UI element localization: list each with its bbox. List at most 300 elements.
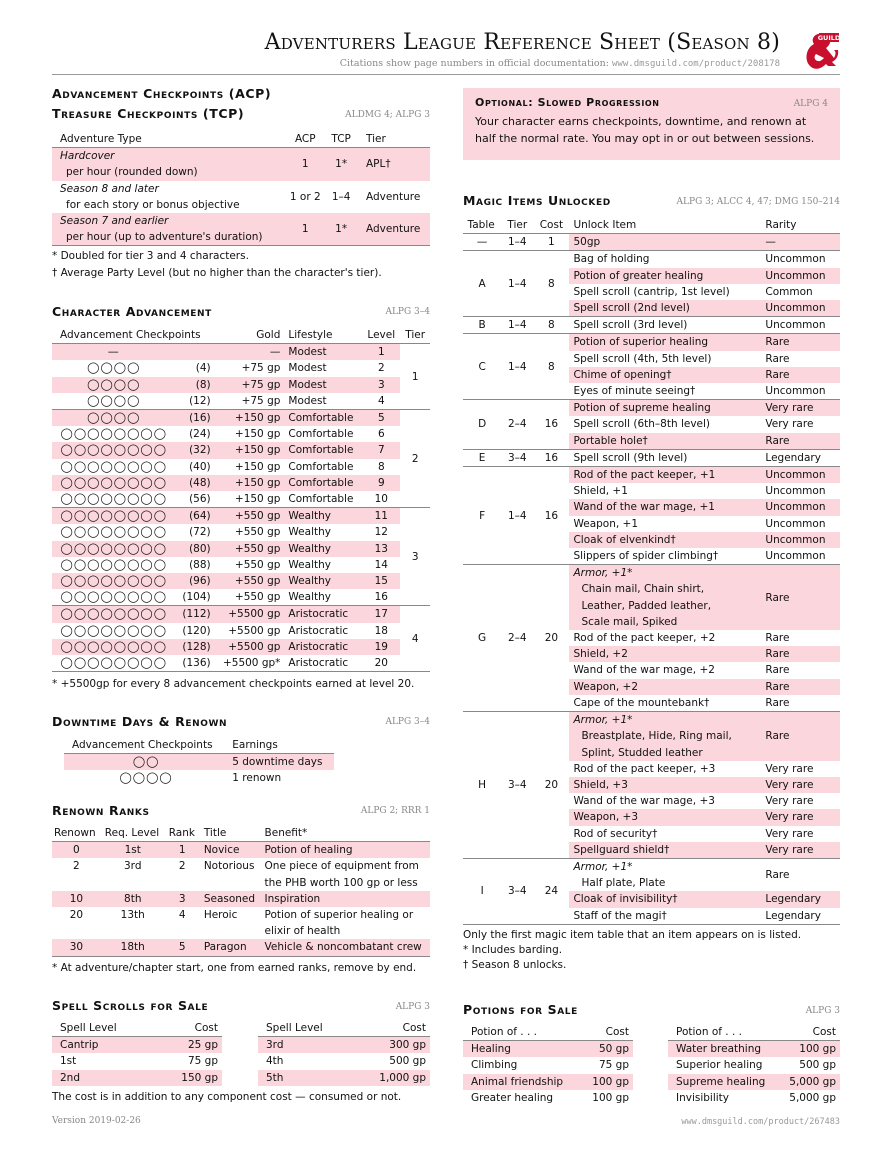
potion-name: Supreme healing <box>676 1075 766 1088</box>
magic-item-rarity: Common <box>765 285 813 298</box>
acp-row-acp: 1 or 2 <box>289 190 321 203</box>
magic-group-cost: 24 <box>544 885 559 898</box>
scroll-cost: 1,000 gp <box>379 1071 426 1084</box>
magic-item-rarity: Uncommon <box>765 550 826 563</box>
footer-url-link[interactable]: www.dmsguild.com/product/267483 <box>681 1117 840 1127</box>
renown-header-benefit: Benefit* <box>264 827 308 839</box>
potion-name: Greater healing <box>471 1091 554 1104</box>
magic-item-rarity: Very rare <box>765 827 814 840</box>
char-adv-row <box>52 491 430 508</box>
header-rule <box>52 74 840 75</box>
acp-row-acp: 1 <box>301 223 309 236</box>
magic-item-row <box>463 467 840 484</box>
downtime-header-acp: Advancement Checkpoints <box>72 739 213 751</box>
acp-row-tier: APL† <box>366 158 391 171</box>
acp-header-tier: Tier <box>366 133 386 145</box>
renown-row-rank: 4 <box>178 909 186 922</box>
potion-name: Water breathing <box>676 1043 762 1056</box>
magic-group-cost: 8 <box>548 277 555 290</box>
magic-item-name: Cape of the mountebank† <box>573 696 710 709</box>
magic-group-table: G <box>478 632 487 645</box>
magic-item-rarity: Uncommon <box>761 499 840 515</box>
char-adv-row-circles: ◯◯◯◯ <box>87 411 141 425</box>
renown-row-rank: 3 <box>178 892 186 905</box>
acp-table <box>52 131 430 246</box>
magic-item-rarity: Very rare <box>761 777 840 793</box>
magic-title: Magic Items Unlocked <box>463 193 611 208</box>
magic-item-name: Shield, +2 <box>569 646 761 662</box>
optional-text: Your character earns checkpoints, downtime, and renown at half the normal rate. You may opt in or out between sessions. <box>475 115 815 145</box>
scrolls-header-level: Spell Level <box>266 1022 323 1034</box>
potions-header-cost: Cost <box>605 1026 629 1038</box>
char-adv-row-circles: ◯◯◯◯◯◯◯◯ <box>60 475 167 489</box>
magic-item-name: Spellguard shield† <box>569 842 761 859</box>
potions-table-right <box>668 1024 840 1106</box>
char-adv-row-gold: +150 gp <box>234 476 281 489</box>
magic-group-table: A <box>478 277 486 290</box>
renown-note: * At adventure/chapter start, one from earned ranks, remove by end. <box>52 962 417 974</box>
char-adv-row-gold: — <box>269 346 281 359</box>
magic-item-name: Eyes of minute seeing† <box>573 385 696 398</box>
char-adv-tier: 2 <box>400 410 430 508</box>
magic-item-rarity: Very rare <box>761 842 840 859</box>
magic-item-name: Shield, +3 <box>569 777 761 793</box>
scroll-row <box>52 1053 222 1069</box>
scrolls-cite: ALPG 3 <box>395 1002 430 1012</box>
acp-row-tcp: 1–4 <box>331 190 351 203</box>
magic-group-cost: 16 <box>544 451 559 464</box>
char-adv-row-gold: +150 gp <box>234 493 281 506</box>
char-adv-row-gold: +550 gp <box>234 510 281 523</box>
scrolls-header-cost: Cost <box>402 1022 426 1034</box>
char-adv-row-circles: ◯◯◯◯◯◯◯◯ <box>60 590 167 604</box>
scrolls-table-right <box>258 1020 430 1086</box>
scroll-level: 5th <box>266 1071 284 1084</box>
magic-item-rarity: Uncommon <box>765 385 826 398</box>
char-adv-row-circles: ◯◯◯◯◯◯◯◯ <box>60 656 167 670</box>
potion-row <box>463 1057 633 1073</box>
char-adv-row-lifestyle: Wealthy <box>288 558 331 571</box>
potion-name: Superior healing <box>676 1059 763 1072</box>
scroll-cost: 150 gp <box>181 1071 218 1084</box>
magic-cite: ALPG 3; ALCC 4, 47; DMG 150–214 <box>676 197 840 207</box>
magic-item-rarity: Legendary <box>765 451 821 464</box>
magic-group-tier: 3–4 <box>507 778 527 791</box>
char-adv-row <box>52 344 430 361</box>
char-adv-row-circles: ◯◯◯◯◯◯◯◯ <box>60 427 167 441</box>
scroll-level: Cantrip <box>60 1039 99 1052</box>
scroll-cost: 300 gp <box>389 1039 426 1052</box>
renown-row-benefit: One piece of equipment from <box>264 860 419 873</box>
char-adv-header-acp: Advancement Checkpoints <box>60 329 201 341</box>
potions-header-name: Potion of . . . <box>676 1026 742 1038</box>
magic-item-sublabel: Scale mail, Spiked <box>581 615 678 628</box>
magic-item-rarity: Very rare <box>765 795 814 808</box>
magic-group-tier: 1–4 <box>507 277 527 290</box>
dnd-ampersand-logo <box>802 30 840 70</box>
magic-header-tier: Tier <box>507 219 528 231</box>
char-adv-row-gold: +150 gp <box>234 412 281 425</box>
char-adv-row-circles: ◯◯◯◯◯◯◯◯ <box>60 623 167 637</box>
char-adv-row-gold: +75 gp <box>241 378 281 391</box>
magic-item-rarity: Uncommon <box>765 517 826 530</box>
char-adv-row-count: (56) <box>189 493 211 506</box>
char-adv-row-level: 11 <box>374 510 388 523</box>
scroll-level: 2nd <box>60 1071 81 1084</box>
char-adv-row-count: (96) <box>189 575 211 588</box>
magic-group-cost: 20 <box>544 778 559 791</box>
magic-item-name: Chime of opening† <box>569 367 761 383</box>
acp-row-sublabel: for each story or bonus objective <box>66 198 240 211</box>
char-adv-row-lifestyle: Comfortable <box>288 444 354 457</box>
magic-group-tier: 1–4 <box>507 319 527 332</box>
potions-title: Potions for Sale <box>463 1002 578 1017</box>
char-adv-tier: 3 <box>400 508 430 606</box>
optional-cite: ALPG 4 <box>793 99 828 109</box>
char-adv-row-circles: ◯◯◯◯ <box>87 393 141 407</box>
potion-row <box>668 1090 840 1106</box>
magic-item-rarity: Rare <box>765 352 790 365</box>
magic-item-row <box>463 400 840 417</box>
scroll-level: 1st <box>60 1055 77 1068</box>
renown-row <box>52 907 430 939</box>
magic-group-tier: 2–4 <box>507 418 527 431</box>
potions-header-row <box>463 1024 633 1041</box>
renown-row-rank: 1 <box>178 844 186 857</box>
char-adv-header-level: Level <box>367 329 396 341</box>
magic-item-sublabel: Breastplate, Hide, Ring mail, <box>581 730 732 743</box>
renown-row-title: Notorious <box>203 860 255 873</box>
char-adv-row-level: 6 <box>377 428 385 441</box>
char-adv-row-lifestyle: Modest <box>288 378 327 391</box>
char-adv-row-gold: +5500 gp* <box>222 657 281 670</box>
renown-row <box>52 842 430 859</box>
magic-group-table: H <box>478 778 487 791</box>
char-adv-row <box>52 426 430 442</box>
potion-cost: 5,000 gp <box>789 1091 836 1104</box>
char-adv-table <box>52 327 430 672</box>
magic-item-rarity: Uncommon <box>765 253 826 266</box>
renown-row-title: Heroic <box>203 909 238 922</box>
magic-item-name: Rod of the pact keeper, +1 <box>569 467 761 484</box>
char-adv-row-gold: +5500 gp <box>228 608 281 621</box>
magic-item-name: Spell scroll (2nd level) <box>569 300 761 317</box>
magic-item-name: Spell scroll (4th, 5th level) <box>573 352 712 365</box>
scrolls-title: Spell Scrolls for Sale <box>52 998 209 1013</box>
char-adv-row-gold: +150 gp <box>234 444 281 457</box>
char-adv-row-gold: +75 gp <box>241 394 281 407</box>
subtitle-url-link[interactable]: www.dmsguild.com/product/208178 <box>612 59 780 69</box>
char-adv-row-circles: ◯◯◯◯ <box>87 377 141 391</box>
magic-item-rarity: Rare <box>761 679 840 695</box>
acp-row-label: Hardcover <box>60 150 115 163</box>
char-adv-row-count: (8) <box>195 378 211 391</box>
downtime-table <box>64 737 334 787</box>
magic-item-rarity: Rare <box>765 696 790 709</box>
char-adv-row-gold: +550 gp <box>234 558 281 571</box>
char-adv-row-lifestyle: Modest <box>288 346 327 359</box>
magic-group-cost: 8 <box>548 319 555 332</box>
magic-item-rarity: Very rare <box>765 418 814 431</box>
renown-row-renown: 30 <box>69 941 84 954</box>
renown-row-renown: 2 <box>73 860 80 873</box>
potion-cost: 100 gp <box>799 1043 836 1056</box>
char-adv-row-level: 17 <box>374 608 388 621</box>
char-adv-row-lifestyle: Modest <box>288 362 327 375</box>
downtime-title: Downtime Days & Renown <box>52 714 228 729</box>
renown-row-benefit-cont: elixir of health <box>264 925 341 938</box>
char-adv-row-lifestyle: Aristocratic <box>288 608 349 621</box>
magic-item-sublabel: Half plate, Plate <box>581 877 666 890</box>
magic-item-rarity: Uncommon <box>761 467 840 484</box>
potions-header-row <box>668 1024 840 1041</box>
char-adv-row-lifestyle: Comfortable <box>288 460 354 473</box>
optional-slowed-progression-box <box>463 88 840 160</box>
char-adv-tier: 1 <box>400 344 430 410</box>
renown-row <box>52 939 430 956</box>
char-adv-row-gold: +550 gp <box>234 591 281 604</box>
char-adv-row-level: 13 <box>374 542 388 555</box>
magic-item-rarity: Rare <box>761 565 840 630</box>
page-title: Adventurers League Reference Sheet (Season 8) <box>264 30 780 55</box>
magic-item-name: Wand of the war mage, +1 <box>569 499 761 515</box>
magic-item-name: Spell scroll (9th level) <box>573 451 688 464</box>
acp-note-1: * Doubled for tier 3 and 4 characters. <box>52 250 249 262</box>
magic-group-cost: 1 <box>548 236 555 249</box>
char-adv-row-level: 9 <box>377 476 385 489</box>
magic-group-table: D <box>478 418 487 431</box>
scrolls-table-left <box>52 1020 222 1086</box>
renown-cite: ALPG 2; RRR 1 <box>360 806 430 816</box>
char-adv-row <box>52 475 430 491</box>
char-adv-row-level: 18 <box>374 624 388 637</box>
magic-group-cost: 8 <box>548 360 555 373</box>
magic-item-row <box>463 712 840 761</box>
renown-row-benefit: Potion of superior healing or <box>264 909 414 922</box>
char-adv-row <box>52 377 430 393</box>
acp-title-line2: Treasure Checkpoints (TCP) <box>52 106 245 121</box>
char-adv-title: Character Advancement <box>52 304 212 319</box>
magic-item-rarity: Rare <box>765 632 790 645</box>
char-adv-row-circles: ◯◯◯◯◯◯◯◯ <box>60 574 167 588</box>
optional-title: Optional: Slowed Progression <box>475 96 660 109</box>
magic-item-name: Spell scroll (6th–8th level) <box>573 418 711 431</box>
magic-item-row <box>463 251 840 268</box>
potion-row <box>463 1041 633 1058</box>
char-adv-header-gold: Gold <box>256 329 281 341</box>
magic-item-name: Wand of the war mage, +2 <box>573 664 715 677</box>
scroll-row <box>258 1053 430 1069</box>
acp-row-label: Season 8 and later <box>60 182 159 195</box>
acp-row-season7 <box>52 213 430 246</box>
char-adv-row <box>52 459 430 475</box>
renown-row-rank: 2 <box>178 860 186 873</box>
char-adv-row <box>52 360 430 376</box>
scroll-cost: 75 gp <box>187 1055 218 1068</box>
magic-item-name: Wand of the war mage, +3 <box>573 795 715 808</box>
magic-group-tier: 3–4 <box>507 451 527 464</box>
acp-header-acp: ACP <box>294 133 316 145</box>
acp-row-season8 <box>52 181 430 213</box>
acp-row-sublabel: per hour (up to adventure's duration) <box>66 231 263 244</box>
magic-item-rarity: Rare <box>765 664 790 677</box>
downtime-header-row <box>64 737 334 754</box>
magic-item-rarity: — <box>761 234 840 251</box>
acp-row-tier: Adventure <box>366 190 421 203</box>
magic-group-table: I <box>480 885 484 898</box>
char-adv-row-circles: ◯◯◯◯◯◯◯◯ <box>60 492 167 506</box>
char-adv-row-count: (128) <box>182 640 211 653</box>
char-adv-row <box>52 557 430 573</box>
char-adv-row-gold: +5500 gp <box>228 640 281 653</box>
char-adv-row <box>52 508 430 525</box>
magic-item-rarity: Legendary <box>761 891 840 907</box>
downtime-row <box>64 770 334 786</box>
magic-item-row <box>463 334 840 351</box>
subtitle-text: Citations show page numbers in official documentation: <box>339 58 609 69</box>
renown-header-row <box>52 825 430 842</box>
downtime-header-earnings: Earnings <box>232 739 278 751</box>
renown-header-renown: Renown <box>54 827 96 839</box>
potion-cost: 75 gp <box>598 1059 629 1072</box>
magic-group-table: F <box>479 509 486 522</box>
renown-row-title: Novice <box>203 844 240 857</box>
char-adv-row-level: 8 <box>377 460 385 473</box>
magic-item-rarity: Uncommon <box>761 300 840 317</box>
renown-table <box>52 825 430 957</box>
char-adv-row-circles: ◯◯◯◯ <box>87 361 141 375</box>
magic-item-row <box>463 449 840 466</box>
char-adv-row-circles: ◯◯◯◯◯◯◯◯ <box>60 557 167 571</box>
char-adv-row-level: 1 <box>377 346 385 359</box>
magic-group-tier: 3–4 <box>507 885 527 898</box>
char-adv-row-gold: +150 gp <box>234 460 281 473</box>
renown-row-req: 3rd <box>124 860 142 873</box>
potion-cost: 100 gp <box>592 1075 629 1088</box>
renown-row-req: 8th <box>124 892 142 905</box>
magic-group-cost: 20 <box>544 632 559 645</box>
char-adv-row-lifestyle: Wealthy <box>288 510 331 523</box>
scrolls-header-row <box>52 1020 222 1037</box>
renown-row-title: Paragon <box>203 941 247 954</box>
char-adv-header-tier: Tier <box>405 329 426 341</box>
acp-header-tcp: TCP <box>331 133 351 145</box>
char-adv-row-gold: +550 gp <box>234 575 281 588</box>
char-adv-row-count: (24) <box>189 428 211 441</box>
magic-item-rarity: Rare <box>765 869 790 882</box>
char-adv-row-circles: ◯◯◯◯◯◯◯◯ <box>60 443 167 457</box>
magic-header-rarity: Rarity <box>765 219 797 231</box>
char-adv-row-circles: ◯◯◯◯◯◯◯◯ <box>60 509 167 523</box>
char-adv-row-circles: ◯◯◯◯◯◯◯◯ <box>60 541 167 555</box>
char-adv-row-level: 14 <box>374 558 388 571</box>
char-adv-row-lifestyle: Wealthy <box>288 526 331 539</box>
magic-item-name: Staff of the magi† <box>573 909 667 922</box>
magic-item-name: Spell scroll (3rd level) <box>573 319 688 332</box>
magic-header-table: Table <box>467 219 495 231</box>
magic-item-rarity: Very rare <box>761 400 840 417</box>
char-adv-tier: 4 <box>400 606 430 672</box>
magic-item-label: Armor, +1* <box>573 567 633 580</box>
renown-header-rank: Rank <box>168 827 195 839</box>
magic-header-row <box>463 217 840 234</box>
magic-group-cost: 16 <box>544 509 559 522</box>
char-adv-row-lifestyle: Comfortable <box>288 412 354 425</box>
acp-row-tcp: 1* <box>335 223 348 236</box>
potions-table-left <box>463 1024 633 1106</box>
char-adv-header-lifestyle: Lifestyle <box>288 329 333 341</box>
char-adv-cite: ALPG 3–4 <box>385 307 430 317</box>
potion-row <box>463 1090 633 1106</box>
potion-name: Climbing <box>471 1059 518 1072</box>
char-adv-row-level: 3 <box>377 378 385 391</box>
potion-row <box>463 1074 633 1090</box>
char-adv-row-lifestyle: Wealthy <box>288 542 331 555</box>
char-adv-row-lifestyle: Wealthy <box>288 591 331 604</box>
char-adv-row-lifestyle: Comfortable <box>288 476 354 489</box>
char-adv-row-count: (136) <box>182 657 211 670</box>
scroll-row <box>52 1070 222 1086</box>
magic-item-name <box>569 712 761 761</box>
magic-group-tier: 1–4 <box>507 509 527 522</box>
magic-table <box>463 217 840 925</box>
char-adv-row-lifestyle: Comfortable <box>288 493 354 506</box>
renown-row-req: 13th <box>120 909 145 922</box>
magic-item-name: 50gp <box>569 234 761 251</box>
acp-cite: ALDMG 4; ALPG 3 <box>345 110 430 120</box>
renown-row-benefit: Potion of healing <box>264 844 353 857</box>
char-adv-row-count: (120) <box>182 624 211 637</box>
potion-name: Healing <box>471 1043 511 1056</box>
magic-item-rarity: Uncommon <box>761 268 840 284</box>
scrolls-header-row <box>258 1020 430 1037</box>
renown-row-req: 1st <box>124 844 141 857</box>
magic-item-sublabel: Leather, Padded leather, <box>581 599 712 612</box>
renown-row-renown: 20 <box>69 909 84 922</box>
magic-group-table: B <box>478 319 486 332</box>
char-adv-row-level: 16 <box>374 591 388 604</box>
scrolls-header-cost: Cost <box>194 1022 218 1034</box>
acp-row-hardcover <box>52 148 430 181</box>
char-adv-row <box>52 589 430 606</box>
magic-group-cost: 16 <box>544 418 559 431</box>
char-adv-row-level: 5 <box>377 412 385 425</box>
acp-row-sublabel: per hour (rounded down) <box>66 166 198 179</box>
char-adv-row-gold: +550 gp <box>234 542 281 555</box>
potions-cite: ALPG 3 <box>805 1006 840 1016</box>
char-adv-row <box>52 410 430 427</box>
renown-row-title: Seasoned <box>203 892 256 905</box>
char-adv-row <box>52 393 430 410</box>
char-adv-row-count: (4) <box>195 362 211 375</box>
char-adv-row-circles: ◯◯◯◯◯◯◯◯ <box>60 459 167 473</box>
acp-row-tier: Adventure <box>366 223 421 236</box>
magic-item-name: Shield, +1 <box>573 485 628 498</box>
char-adv-row-count: (80) <box>189 542 211 555</box>
potion-name: Invisibility <box>676 1091 730 1104</box>
char-adv-row-gold: +5500 gp <box>228 624 281 637</box>
char-adv-row-count: (88) <box>189 558 211 571</box>
magic-item-name <box>569 565 761 630</box>
downtime-row-circles: ◯◯ <box>132 755 160 769</box>
scroll-row <box>258 1037 430 1054</box>
renown-row-benefit: Inspiration <box>264 892 321 905</box>
magic-group-table: — <box>476 236 488 249</box>
potion-row <box>668 1057 840 1073</box>
char-adv-row-count: (112) <box>182 608 211 621</box>
char-adv-row-gold: +150 gp <box>234 428 281 441</box>
char-adv-row-lifestyle: Wealthy <box>288 575 331 588</box>
